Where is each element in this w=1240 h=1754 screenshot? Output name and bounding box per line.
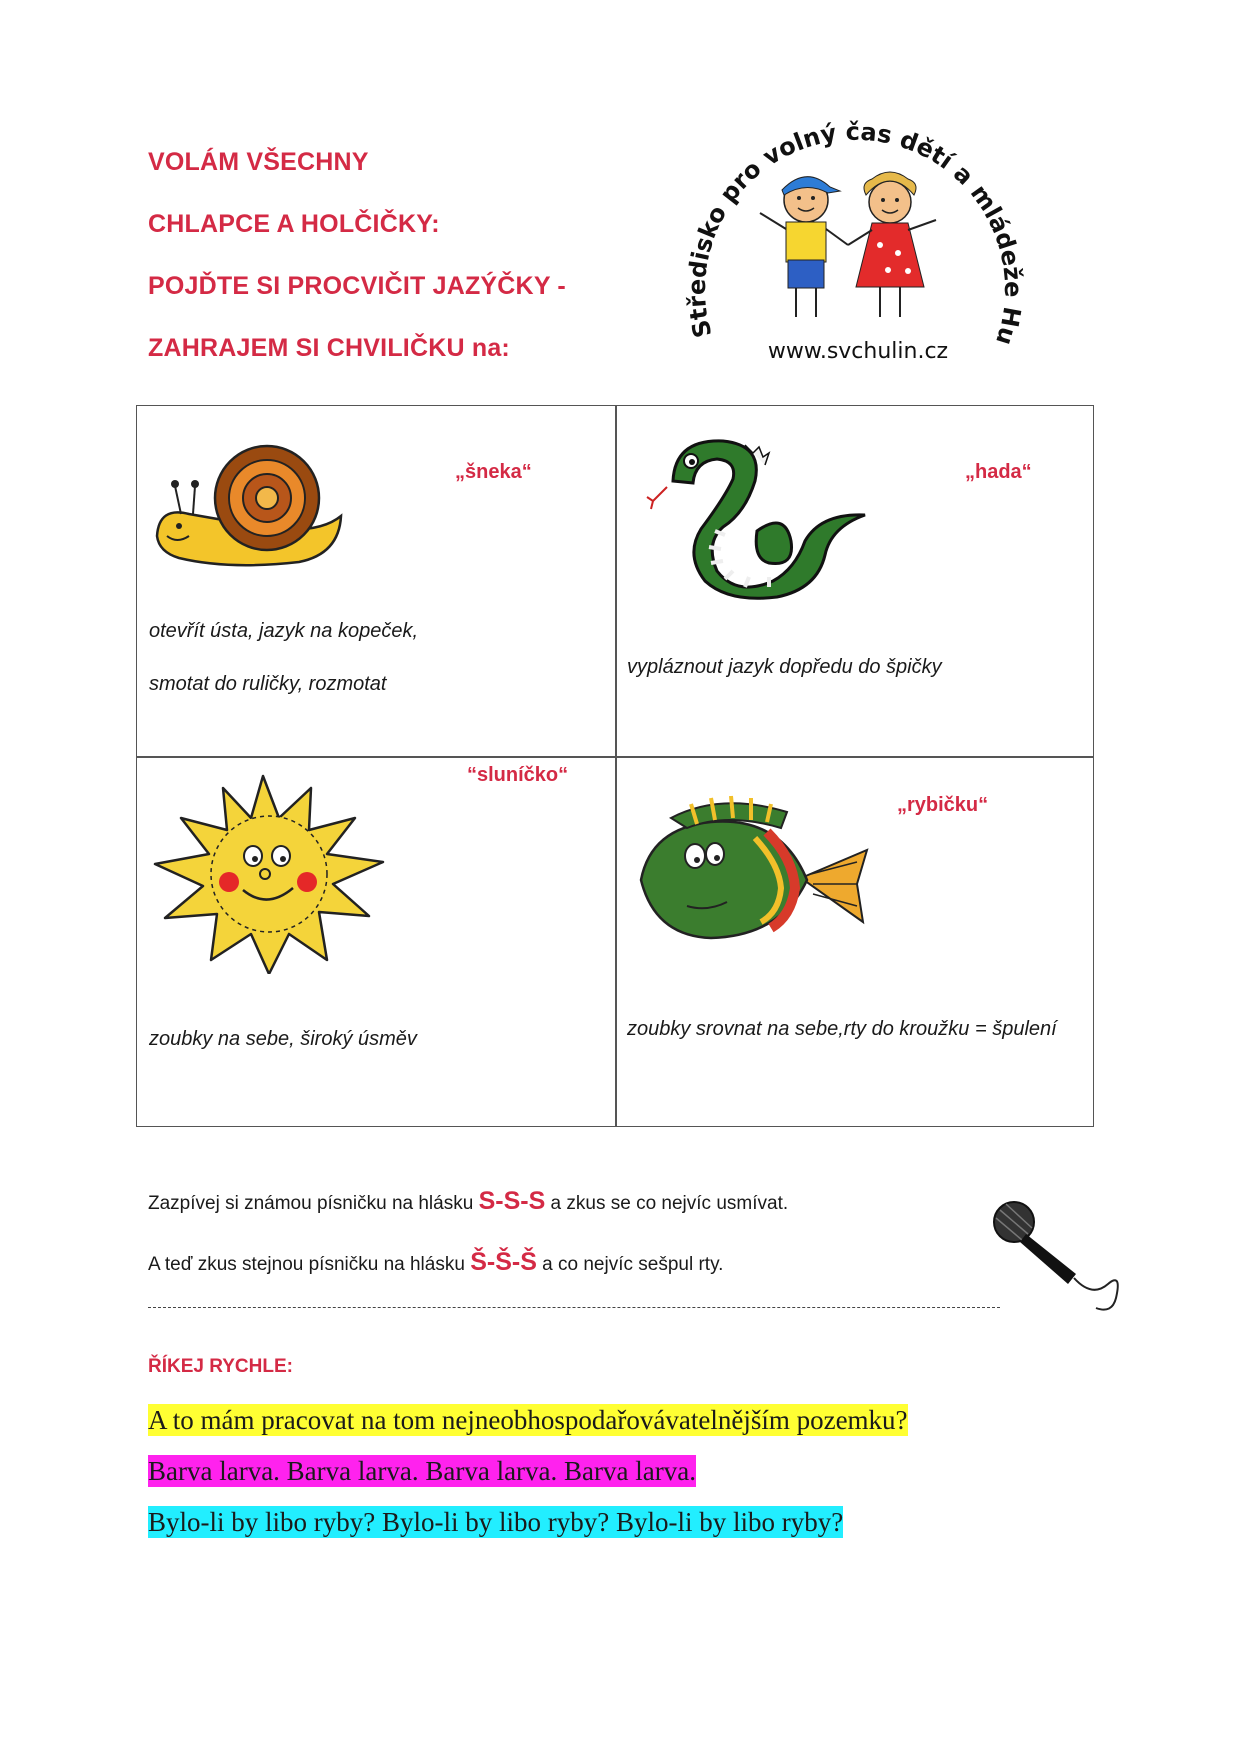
tongue-twisters-title: ŘÍKEJ RYCHLE:: [148, 1356, 293, 1377]
instruction-line-1: [148, 1187, 788, 1216]
sound-sh: Š-Š-Š: [470, 1248, 537, 1276]
exercise-label: “sluníčko“: [467, 764, 569, 786]
poem-line-1: VOLÁM VŠECHNY: [148, 148, 369, 176]
poem-line-4: ZAHRAJEM SI CHVILIČKU na:: [148, 334, 510, 362]
exercise-cell-fish: [615, 756, 1095, 1128]
logo-arc-text: Středisko pro volný čas dětí a mládeže Hu: [682, 117, 1028, 349]
tongue-twister-2: [148, 1456, 696, 1487]
exercise-cell-snake: [615, 406, 1095, 756]
sun-icon: [151, 774, 391, 974]
exercise-cell-sun: [137, 756, 615, 1128]
microphone-icon: [992, 1198, 1124, 1316]
svg-text:Středisko pro volný čas dětí a: [668, 95, 1027, 348]
boy-figure-icon: [760, 177, 848, 317]
organization-logo: [668, 95, 1048, 380]
poem-line-2: CHLAPCE A HOLČIČKY:: [148, 210, 440, 238]
fish-icon: [631, 788, 871, 956]
poem-line-3: POJĎTE SI PROCVIČIT JAZÝČKY -: [148, 272, 566, 300]
exercise-text: smotat do ruličky, rozmotat: [149, 673, 387, 695]
instruction-text: Zazpívej si známou písničku na hlásku: [148, 1193, 479, 1214]
exercise-label: „hada“: [965, 461, 1032, 483]
exercise-text: zoubky na sebe, široký úsměv: [149, 1028, 417, 1050]
tongue-twister-1: [148, 1405, 908, 1436]
snail-icon: [149, 436, 349, 576]
instruction-text: A teď zkus stejnou písničku na hlásku: [148, 1254, 471, 1275]
section-divider: [148, 1307, 1000, 1308]
exercise-label: „šneka“: [455, 461, 532, 483]
instruction-line-2: [148, 1248, 723, 1277]
sound-s: S-S-S: [478, 1187, 546, 1215]
exercise-cell-snail: [137, 406, 615, 756]
girl-figure-icon: [848, 172, 936, 317]
instruction-text: a zkus se co nejvíc usmívat.: [545, 1193, 789, 1214]
exercise-text: zoubky srovnat na sebe,rty do kroužku = špulení: [627, 1018, 1057, 1040]
exercise-text: vypláznout jazyk dopředu do špičky: [627, 656, 942, 678]
logo-url: www.svchulin.cz: [767, 339, 949, 364]
snake-icon: [645, 431, 875, 601]
exercise-text: otevřít ústa, jazyk na kopeček,: [149, 620, 419, 642]
tongue-twister-3: [148, 1507, 843, 1538]
twister-text: Barva larva. Barva larva. Barva larva. Barva larva.: [148, 1456, 696, 1486]
twister-text: Bylo-li by libo ryby? Bylo-li by libo ryby? Bylo-li by libo ryby?: [148, 1507, 844, 1537]
exercise-label: „rybičku“: [897, 794, 989, 816]
instruction-text: a co nejvíc sešpul rty.: [536, 1254, 724, 1275]
twister-text: A to mám pracovat na tom nejneobhospodařovávatelnějším pozemku?: [148, 1405, 908, 1435]
exercise-table: [136, 405, 1094, 1127]
